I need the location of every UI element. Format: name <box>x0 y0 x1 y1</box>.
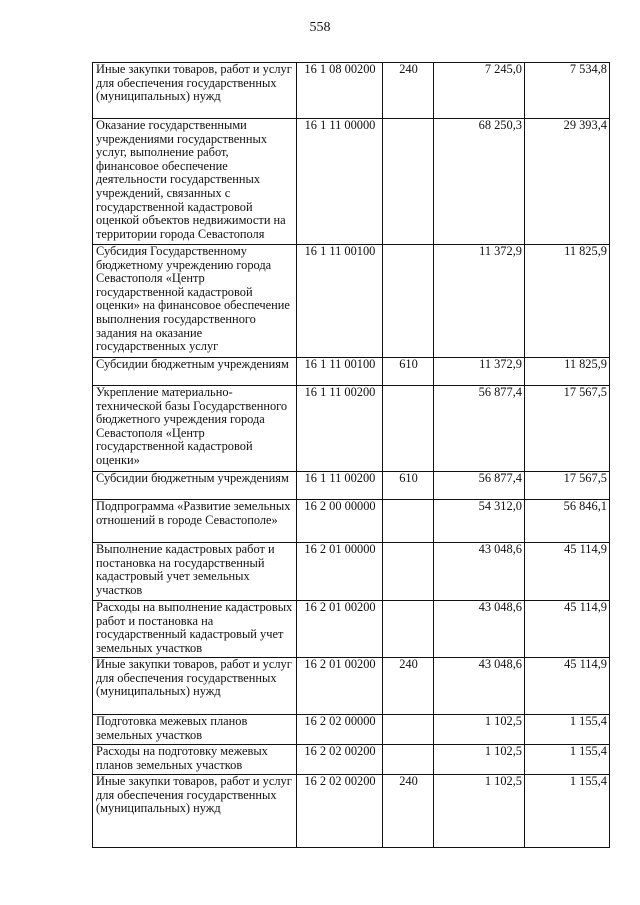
row-name-cell: Субсидия Государственному бюджетному учреждению города Севастополя «Центр государственной кадастровой оценки» на финансовое обеспечение выполнения государственного задания на оказание государственных услуг <box>93 245 297 358</box>
row-value-1-cell: 1 102,5 <box>434 775 525 848</box>
row-code-cell: 16 1 11 00100 <box>297 358 383 386</box>
row-value-2-cell: 17 567,5 <box>525 386 610 472</box>
row-name-cell: Подпрограмма «Развитие земельных отношений в городе Севастополе» <box>93 500 297 543</box>
table-row <box>93 715 610 745</box>
table-row <box>93 245 610 358</box>
row-value-1-cell: 43 048,6 <box>434 658 525 715</box>
row-value-2-cell: 56 846,1 <box>525 500 610 543</box>
row-value-1-cell: 43 048,6 <box>434 543 525 601</box>
row-value-1-cell: 54 312,0 <box>434 500 525 543</box>
row-value-2-cell: 1 155,4 <box>525 715 610 745</box>
row-type-cell <box>383 543 434 601</box>
row-value-2-cell: 45 114,9 <box>525 601 610 658</box>
table-row <box>93 658 610 715</box>
row-value-1-cell: 56 877,4 <box>434 386 525 472</box>
table-row <box>93 386 610 472</box>
row-name-cell: Иные закупки товаров, работ и услуг для обеспечения государственных (муниципальных) нужд <box>93 63 297 119</box>
row-value-2-cell: 11 825,9 <box>525 245 610 358</box>
row-type-cell: 610 <box>383 358 434 386</box>
table-row <box>93 775 610 848</box>
row-value-1-cell: 11 372,9 <box>434 358 525 386</box>
table-row <box>93 745 610 775</box>
row-code-cell: 16 2 01 00000 <box>297 543 383 601</box>
row-value-2-cell: 11 825,9 <box>525 358 610 386</box>
row-code-cell: 16 1 08 00200 <box>297 63 383 119</box>
row-value-1-cell: 43 048,6 <box>434 601 525 658</box>
row-code-cell: 16 2 01 00200 <box>297 601 383 658</box>
table-row <box>93 543 610 601</box>
row-type-cell <box>383 245 434 358</box>
row-name-cell: Расходы на выполнение кадастровых работ и постановка на государственный кадастровый учет земельных участков <box>93 601 297 658</box>
row-code-cell: 16 1 11 00000 <box>297 119 383 245</box>
row-value-1-cell: 56 877,4 <box>434 472 525 500</box>
row-type-cell: 240 <box>383 775 434 848</box>
row-type-cell: 240 <box>383 658 434 715</box>
row-name-cell: Субсидии бюджетным учреждениям <box>93 358 297 386</box>
row-code-cell: 16 2 00 00000 <box>297 500 383 543</box>
row-code-cell: 16 1 11 00200 <box>297 386 383 472</box>
row-code-cell: 16 2 02 00000 <box>297 715 383 745</box>
row-code-cell: 16 1 11 00200 <box>297 472 383 500</box>
row-type-cell: 610 <box>383 472 434 500</box>
row-value-2-cell: 29 393,4 <box>525 119 610 245</box>
row-type-cell <box>383 386 434 472</box>
row-type-cell <box>383 745 434 775</box>
page-number: 558 <box>309 20 331 35</box>
row-value-1-cell: 1 102,5 <box>434 745 525 775</box>
table-row <box>93 601 610 658</box>
row-code-cell: 16 1 11 00100 <box>297 245 383 358</box>
row-name-cell: Оказание государственными учреждениями государственных услуг, выполнение работ, финансовое обеспечение деятельности государственных учреждений, связанных с государственной кадастровой оценкой объектов недвижимости на территории города Севастополя <box>93 119 297 245</box>
row-code-cell: 16 2 01 00200 <box>297 658 383 715</box>
row-value-1-cell: 68 250,3 <box>434 119 525 245</box>
row-value-1-cell: 7 245,0 <box>434 63 525 119</box>
budget-table <box>92 62 610 848</box>
row-code-cell: 16 2 02 00200 <box>297 745 383 775</box>
row-type-cell <box>383 715 434 745</box>
row-value-2-cell: 45 114,9 <box>525 543 610 601</box>
row-type-cell <box>383 601 434 658</box>
row-value-2-cell: 7 534,8 <box>525 63 610 119</box>
budget-table-body <box>93 63 610 848</box>
row-name-cell: Иные закупки товаров, работ и услуг для обеспечения государственных (муниципальных) нужд <box>93 775 297 848</box>
table-row <box>93 500 610 543</box>
row-name-cell: Расходы на подготовку межевых планов земельных участков <box>93 745 297 775</box>
row-value-2-cell: 17 567,5 <box>525 472 610 500</box>
table-row <box>93 358 610 386</box>
row-type-cell: 240 <box>383 63 434 119</box>
row-type-cell <box>383 500 434 543</box>
row-value-2-cell: 1 155,4 <box>525 745 610 775</box>
row-name-cell: Иные закупки товаров, работ и услуг для обеспечения государственных (муниципальных) нужд <box>93 658 297 715</box>
table-row <box>93 119 610 245</box>
row-value-2-cell: 45 114,9 <box>525 658 610 715</box>
table-row <box>93 63 610 119</box>
row-value-1-cell: 11 372,9 <box>434 245 525 358</box>
row-code-cell: 16 2 02 00200 <box>297 775 383 848</box>
row-type-cell <box>383 119 434 245</box>
row-value-2-cell: 1 155,4 <box>525 775 610 848</box>
row-name-cell: Выполнение кадастровых работ и постановка на государственный кадастровый учет земельных участков <box>93 543 297 601</box>
row-value-1-cell: 1 102,5 <box>434 715 525 745</box>
row-name-cell: Подготовка межевых планов земельных участков <box>93 715 297 745</box>
row-name-cell: Укрепление материально-технической базы Государственного бюджетного учреждения города Севастополя «Центр государственной кадастровой оценки» <box>93 386 297 472</box>
table-row <box>93 472 610 500</box>
row-name-cell: Субсидии бюджетным учреждениям <box>93 472 297 500</box>
